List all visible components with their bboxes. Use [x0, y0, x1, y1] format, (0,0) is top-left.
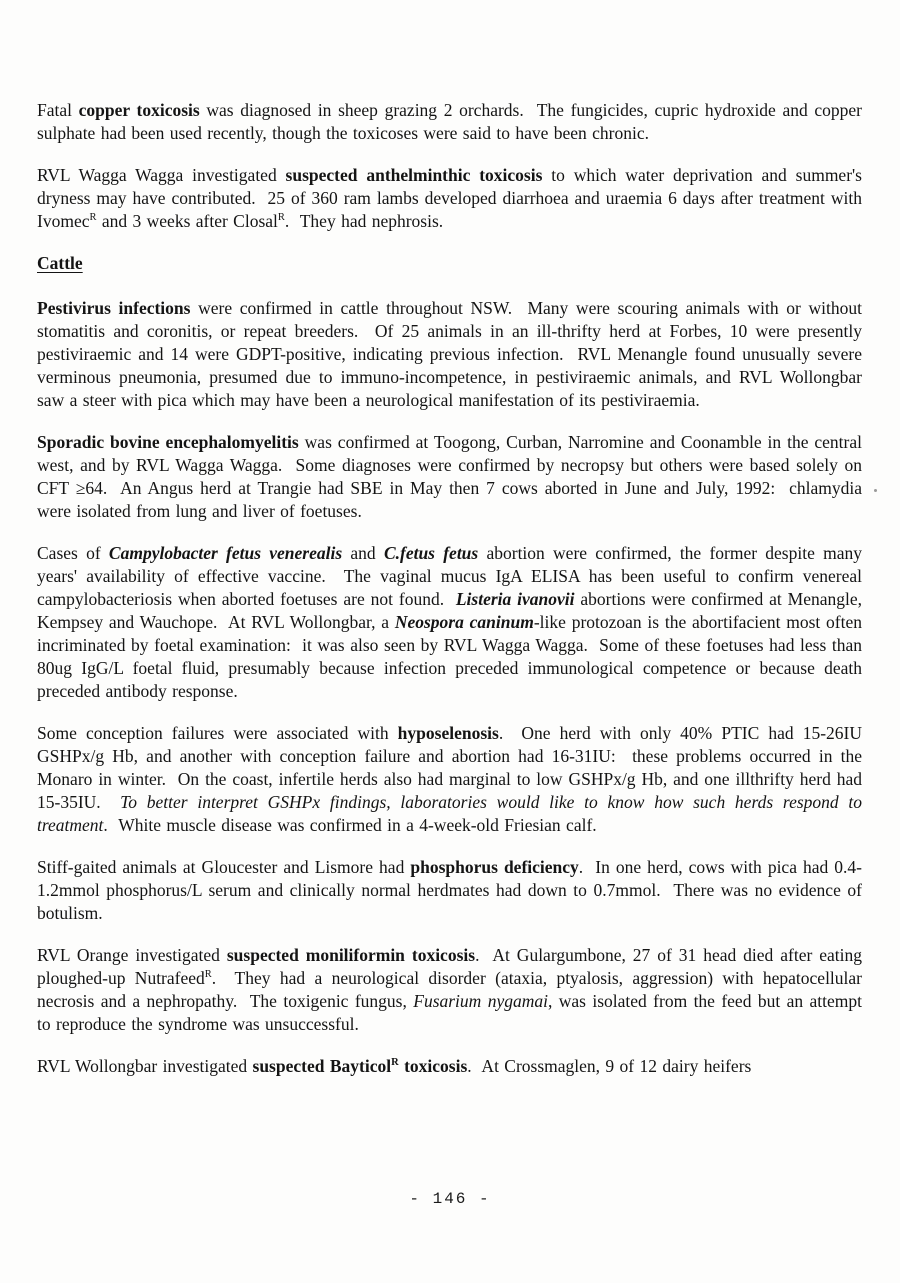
page-number: - 146 -	[409, 1190, 491, 1208]
paragraph-hyposelenosis: Some conception failures were associated with hyposelenosis. One herd with only 40% PTIC had 15-26IU GSHPx/g Hb, and another with conception failure and abortion had 16-31IU: these problems occurred in the Monaro in winter. On the coast, infertile herds also had marginal to low GSHPx/g Hb, and one illthrifty herd had 15-35IU. To better interpret GSHPx findings, laboratories would like to know how such herds respond to treatment. White muscle disease was confirmed in a 4-week-old Friesian calf.	[37, 723, 863, 835]
document-body	[37, 99, 862, 1078]
paragraph-copper-toxicosis: Fatal copper toxicosis was diagnosed in sheep grazing 2 orchards. The fungicides, cupric hydroxide and copper sulphate had been used recently, though the toxicoses were said to have been chronic.	[37, 100, 862, 143]
paragraph-anthelminthic-toxicosis: RVL Wagga Wagga investigated suspected anthelminthic toxicosis to which water deprivation and summer's dryness may have contributed. 25 of 360 ram lambs developed diarrhoea and uraemia 6 days after treatment with Ivomec$^R$ and 3 weeks after Closal$^R$. They had nephrosis.	[37, 165, 862, 231]
paragraph-campylobacter-abortion: Cases of Campylobacter fetus venerealis and C.fetus fetus abortion were confirmed, the former despite many years' availability of effective vaccine. The vaginal mucus IgA ELISA has been useful to confirm venereal campylobacteriosis when aborted foetuses are not found. Listeria ivanovii abortions were confirmed at Menangle, Kempsey and Wauchope. At RVL Wollongbar, a Neospora caninum-like protozoan is the abortifacient most often incriminated by foetal examination: it was also seen by RVL Wagga Wagga. Some of these foetuses had less than 80ug IgG/L foetal fluid, presumably because infection preceded immunological competence or because death preceded antibody response.	[37, 543, 863, 701]
paragraph-sporadic-bovine-encephalomyelitis: Sporadic bovine encephalomyelitis was confirmed at Toogong, Curban, Narromine and Coonamble in the central west, and by RVL Wagga Wagga. Some diagnoses were confirmed by necropsy but others were based solely on CFT ≥64. An Angus herd at Trangie had SBE in May then 7 cows aborted in June and July, 1992: chlamydia were isolated from lung and liver of foetuses.	[37, 432, 862, 521]
scan-artifact-speck	[874, 489, 877, 492]
paragraph-bayticol-toxicosis: RVL Wollongbar investigated suspected Bayticol$^R$ toxicosis. At Crossmaglen, 9 of 12 dairy heifers	[37, 1056, 752, 1076]
paragraph-moniliformin-toxicosis: RVL Orange investigated suspected moniliformin toxicosis. At Gulargumbone, 27 of 31 head died after eating ploughed-up Nutrafeed$^R$. They had a neurological disorder (ataxia, ptyalosis, aggression) with hepatocellular necrosis and a nephropathy. The toxigenic fungus, Fusarium nygamai, was isolated from the feed but an attempt to reproduce the syndrome was unsuccessful.	[37, 945, 863, 1034]
paragraph-pestivirus-infections: Pestivirus infections were confirmed in cattle throughout NSW. Many were scouring animals with or without stomatitis and coronitis, or repeat breeders. Of 25 animals in an ill-thrifty herd at Forbes, 10 were presently pestiviraemic and 14 were GDPT-positive, indicating previous infection. RVL Menangle found unusually severe verminous pneumonia, presumed due to immuno-incompetence, in pestiviraemic animals, and RVL Wollongbar saw a steer with pica which may have been a neurological manifestation of its pestiviraemia.	[37, 298, 862, 410]
section-heading-cattle: Cattle	[37, 253, 83, 273]
paragraph-phosphorus-deficiency: Stiff-gaited animals at Gloucester and Lismore had phosphorus deficiency. In one herd, cows with pica had 0.4-1.2mmol phosphorus/L serum and clinically normal herdmates had down to 0.7mmol. There was no evidence of botulism.	[37, 857, 863, 923]
